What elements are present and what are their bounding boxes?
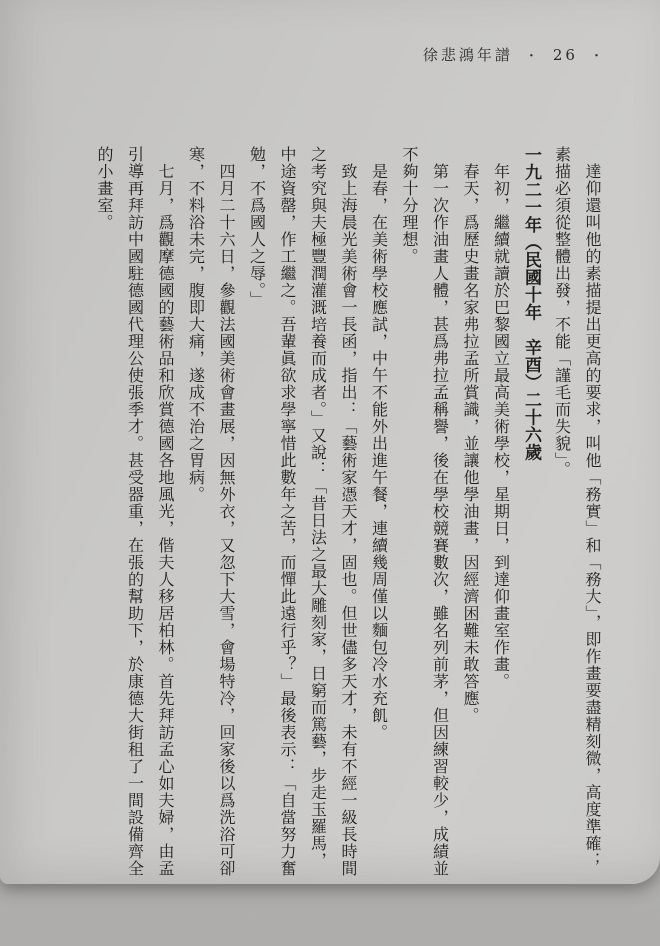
paragraph: 是春，在美術學校應試，中午不能外出進午餐，連續幾周僅以麵包冷水充飢。 xyxy=(369,163,389,741)
paragraph: 四月二十六日，參觀法國美術會畫展，因無外衣，又忽下大雪，會場特冷，回家後以爲洗浴可卻寒，不料浴未完，腹即大痛，遂成不治之胃病。 xyxy=(186,146,236,877)
paragraph: 第一次作油畫人體，甚爲弗拉孟稱譽，後在學校競賽數次，雖名列前茅，但因練習較少，成績並不夠十分理想。 xyxy=(400,146,450,877)
paragraph: 達仰還叫他的素描提出更高的要求，叫他「務實」和「務大」，即作畫要盡精刻微，高度準確；素描必須從整體出發，不能「謹毛而失貌」。 xyxy=(552,146,602,869)
paragraph: 年初，繼續就讀於巴黎國立最高美術學校，星期日，到達仰畫室作畫。 xyxy=(491,163,511,690)
year-heading: 一九二一年（民國十年 辛酉）二十六歲 xyxy=(521,146,541,461)
book-title: 徐悲鴻年譜 xyxy=(422,46,513,64)
paragraph: 春天，爲歷史畫名家弗拉孟所賞識，並讓他學油畫，因經濟困難未敢答應。 xyxy=(461,163,480,724)
paragraph: 七月，爲觀摩德國的藝術品和欣賞德國各地風光，偕夫人移居柏林。首先拜訪孟心如夫婦，由孟引導再拜訪中國駐德國代理公使張季才。甚受器重，在張的幫助下，於康德大街租了一間設備齊全的小畫室。 xyxy=(95,146,175,877)
middot-separator: ・ xyxy=(524,49,541,64)
page-number: 26 xyxy=(552,45,578,64)
middot-separator: ・ xyxy=(589,49,606,64)
vertical-text-block xyxy=(89,146,608,882)
running-header xyxy=(423,44,618,65)
paragraph: 致上海晨光美術會一長函，指出：「藝術家憑天才，固也。但世儘多天才，未有不經一級長時間之考究與夫極豐潤灌溉培養而成者。」又說：「昔日法之最大雕刻家，日窮而篤藝，步走玉羅馬，中途資罄，作工繼之。吾輩眞欲求學寧惜此數年之苦，而憚此遠行乎？」最後表示：「自當努力奮勉，不爲國人之辱。」 xyxy=(247,146,358,877)
